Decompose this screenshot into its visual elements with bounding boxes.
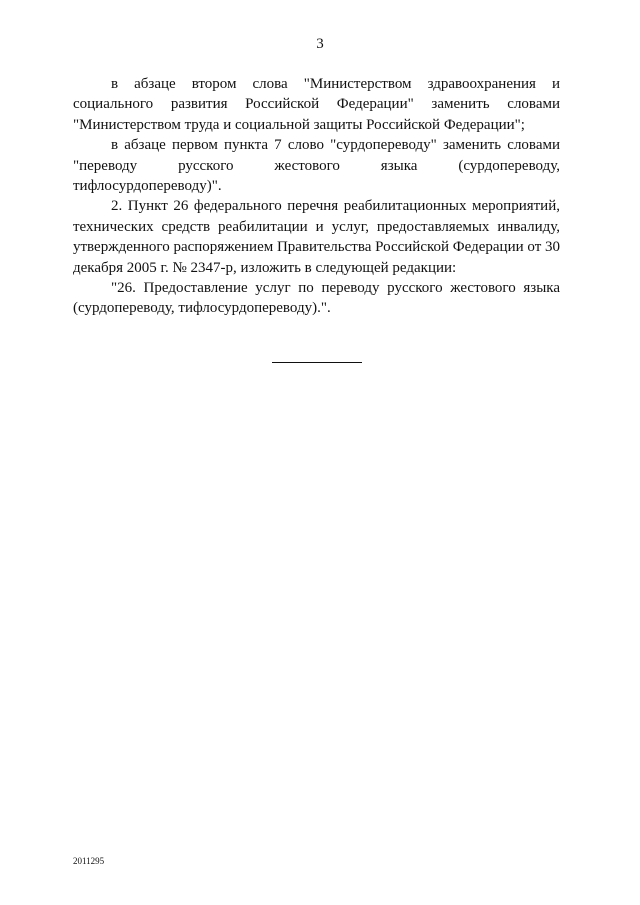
end-separator-line — [272, 362, 362, 363]
paragraph-4: "26. Предоставление услуг по переводу русского жестового языка (сурдопереводу, тифлосурдопереводу).". — [73, 280, 560, 317]
paragraph-3: 2. Пункт 26 федерального перечня реабилитационных мероприятий, технических средств реабилитации и услуг, предоставляемых инвалиду, утвержденного распоряжением Правительства Российской Федерации от 30 декабря 2005 г. № 2347-р, изложить в следующей редакции: — [73, 198, 560, 276]
paragraph-1: в абзаце втором слова "Министерством здравоохранения и социального развития Российской Федерации" заменить словами "Министерством труда и социальной защиты Российской Федерации"; — [73, 76, 560, 133]
paragraph-2: в абзаце первом пункта 7 слово "сурдопереводу" заменить словами "переводу русского жестового языка (сурдопереводу, тифлосурдопереводу)". — [73, 137, 560, 195]
document-body — [73, 74, 560, 319]
document-code: 2011295 — [73, 856, 105, 866]
page-number: 3 — [316, 36, 324, 52]
